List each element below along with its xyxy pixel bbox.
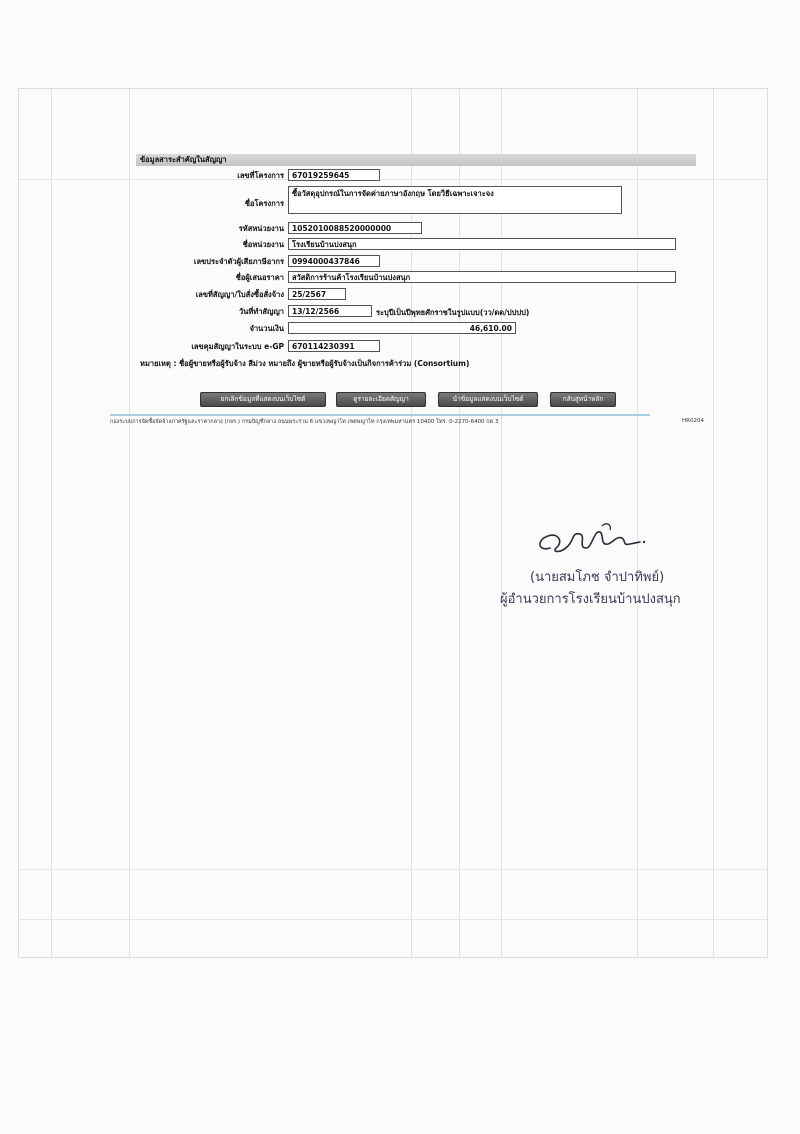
field-amount[interactable]: 46,610.00 [288, 322, 516, 334]
view-contract-details-button[interactable]: ดูรายละเอียดสัญญา [336, 392, 426, 407]
label-bidder-name: ชื่อผู้เสนอราคา [235, 273, 284, 282]
consortium-note: หมายเหตุ : ชื่อผู้ขายหรือผู้รับจ้าง สีม่วง หมายถึง ผู้ขายหรือผู้รับจ้างเป็นกิจการค้าร่วม (Consortium) [140, 359, 470, 368]
field-tax-id[interactable]: 0994000437846 [288, 255, 380, 267]
field-contract-number[interactable]: 25/2567 [288, 288, 346, 300]
form-code: HR0204 [682, 418, 704, 424]
signatory-name: (นายสมโภช จำปาทิพย์) [530, 570, 665, 585]
label-amount: จำนวนเงิน [249, 324, 284, 333]
section-title: ข้อมูลสาระสำคัญในสัญญา [136, 154, 696, 166]
label-egp-number: เลขคุมสัญญาในระบบ e-GP [191, 342, 284, 351]
footer-text: กองระบบการจัดซื้อจัดจ้างภาครัฐและราคากลาง (กจร.) กรมบัญชีกลาง ถนนพระราม 6 แขวงพญาไท เขตพญาไท กรุงเทพมหานคร 10400 โทร. 0-2270-6400 กด 3 [110, 419, 499, 425]
label-contract-date: วันที่ทำสัญญา [238, 307, 284, 316]
label-agency-code: รหัสหน่วยงาน [238, 224, 284, 233]
footer-divider [110, 414, 650, 416]
date-format-hint: ระบุปีเป็นปีพุทธศักราชในรูปแบบ(วว/ดด/ปปปป) [376, 308, 530, 317]
cancel-web-display-button[interactable]: ยกเลิกข้อมูลที่แสดงบนเว็บไซต์ [200, 392, 326, 407]
field-contract-date[interactable]: 13/12/2566 [288, 305, 372, 317]
field-egp-number[interactable]: 670114230391 [288, 340, 380, 352]
footer-address [110, 418, 710, 426]
contract-summary-form [96, 146, 704, 436]
publish-to-web-button[interactable]: นำข้อมูลแสดงบนเว็บไซต์ [438, 392, 538, 407]
field-project-name[interactable]: ซื้อวัสดุอุปกรณ์ในการจัดค่ายภาษาอังกฤษ โดยวิธีเฉพาะเจาะจง [288, 186, 622, 214]
back-to-home-button[interactable]: กลับสู่หน้าหลัก [550, 392, 616, 407]
label-contract-number: เลขที่สัญญา/ใบสั่งซื้อสั่งจ้าง [195, 290, 284, 299]
field-project-number[interactable]: 67019259645 [288, 169, 380, 181]
label-project-name: ชื่อโครงการ [244, 199, 284, 208]
field-agency-code[interactable]: 1052010088520000000 [288, 222, 422, 234]
label-tax-id: เลขประจำตัวผู้เสียภาษีอากร [193, 257, 284, 266]
field-bidder-name[interactable]: สวัสดิการร้านค้าโรงเรียนบ้านปงสนุก [288, 271, 676, 283]
signatory-title: ผู้อำนวยการโรงเรียนบ้านปงสนุก [500, 592, 681, 607]
label-project-number: เลขที่โครงการ [237, 171, 284, 180]
signature-block [500, 518, 740, 618]
handwritten-signature [530, 518, 660, 562]
label-agency-name: ชื่อหน่วยงาน [242, 240, 284, 249]
field-agency-name[interactable]: โรงเรียนบ้านปงสนุก [288, 238, 676, 250]
